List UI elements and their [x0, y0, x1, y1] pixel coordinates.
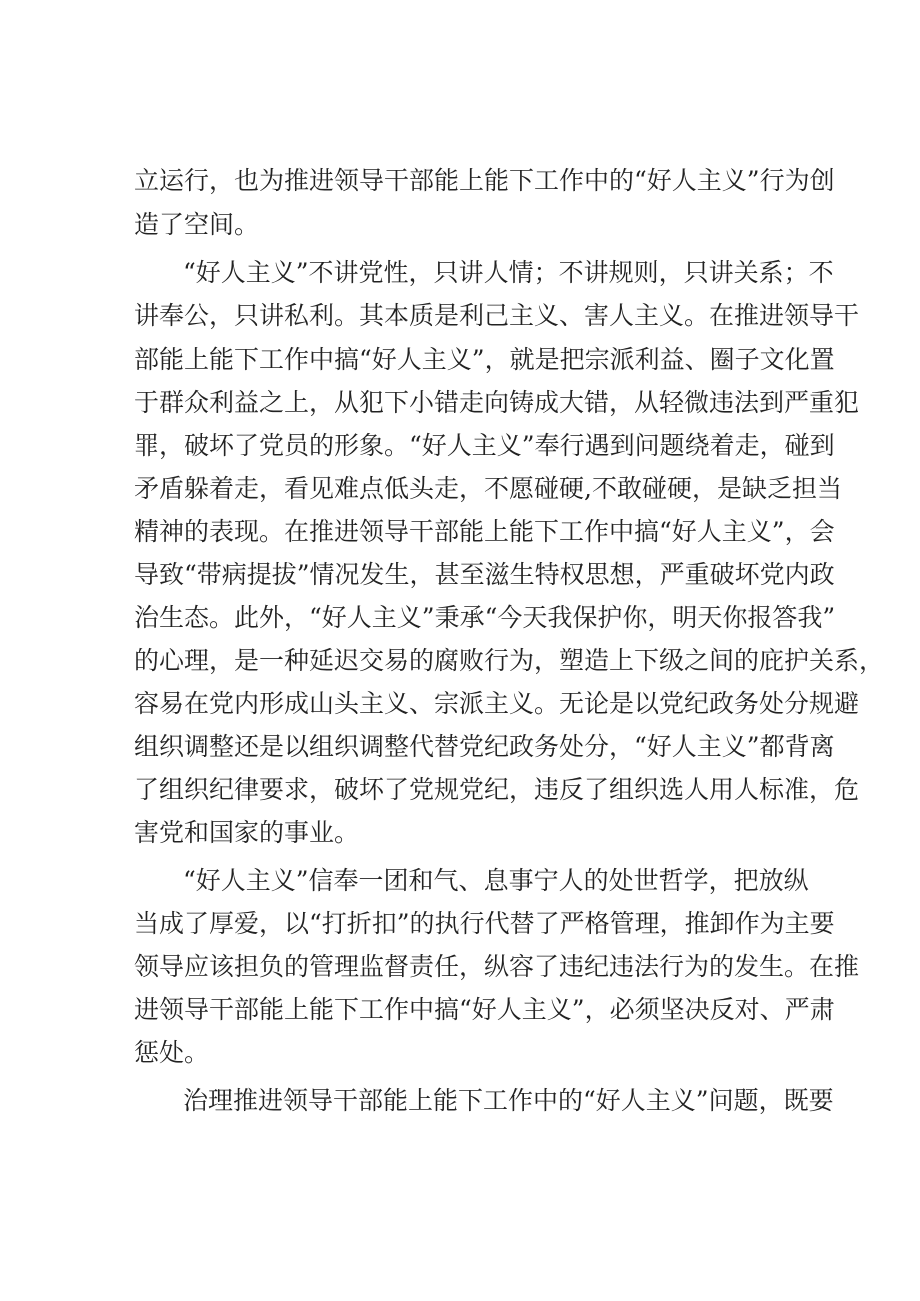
- text-line: 部能上能下工作中搞“好人主义”，就是把宗派利益、圈子文化置: [134, 345, 835, 374]
- text-line: 罪，破坏了党员的形象。“好人主义”奉行遇到问题绕着走，碰到: [134, 431, 835, 460]
- text-line: 导致“带病提拔”情况发生，甚至滋生特权思想，严重破坏党内政: [134, 560, 835, 589]
- text-line: 组织调整还是以组织调整代替党纪政务处分，“好人主义”都背离: [134, 732, 835, 761]
- text-line: 惩处。: [134, 1038, 210, 1067]
- text-line: 立运行，也为推进领导干部能上能下工作中的“好人主义”行为创: [134, 166, 835, 195]
- text-line: 讲奉公，只讲私利。其本质是利己主义、害人主义。在推进领导干: [134, 301, 860, 330]
- text-line: 治理推进领导干部能上能下工作中的“好人主义”问题，既要: [183, 1086, 834, 1115]
- text-line: “好人主义”信奉一团和气、息事宁人的处世哲学，把放纵: [183, 866, 809, 895]
- text-line: 矛盾躲着走，看见难点低头走，不愿碰硬,不敢碰硬，是缺乏担当: [134, 474, 842, 503]
- text-line: 精神的表现。在推进领导干部能上能下工作中搞“好人主义”，会: [134, 517, 835, 546]
- text-line: 当成了厚爱，以“打折扣”的执行代替了严格管理，推卸作为主要: [134, 909, 835, 938]
- text-line: 领导应该担负的管理监督责任，纵容了违纪违法行为的发生。在推: [134, 952, 860, 981]
- text-line: 造了空间。: [134, 210, 260, 239]
- text-line: 容易在党内形成山头主义、宗派主义。无论是以党纪政务处分规避: [134, 689, 860, 718]
- text-line: 的心理，是一种延迟交易的腐败行为，塑造上下级之间的庇护关系，: [134, 646, 885, 675]
- text-line: 治生态。此外，“好人主义”秉承“今天我保护你，明天你报答我”: [134, 603, 836, 632]
- text-line: “好人主义”不讲党性，只讲人情；不讲规则，只讲关系；不: [183, 258, 834, 287]
- text-line: 了组织纪律要求，破坏了党规党纪，违反了组织选人用人标准，危: [134, 775, 860, 804]
- text-line: 害党和国家的事业。: [134, 818, 360, 847]
- text-line: 进领导干部能上能下工作中搞“好人主义”，必须坚决反对、严肃: [134, 995, 835, 1024]
- text-line: 于群众利益之上，从犯下小错走向铸成大错，从轻微违法到严重犯: [134, 388, 860, 417]
